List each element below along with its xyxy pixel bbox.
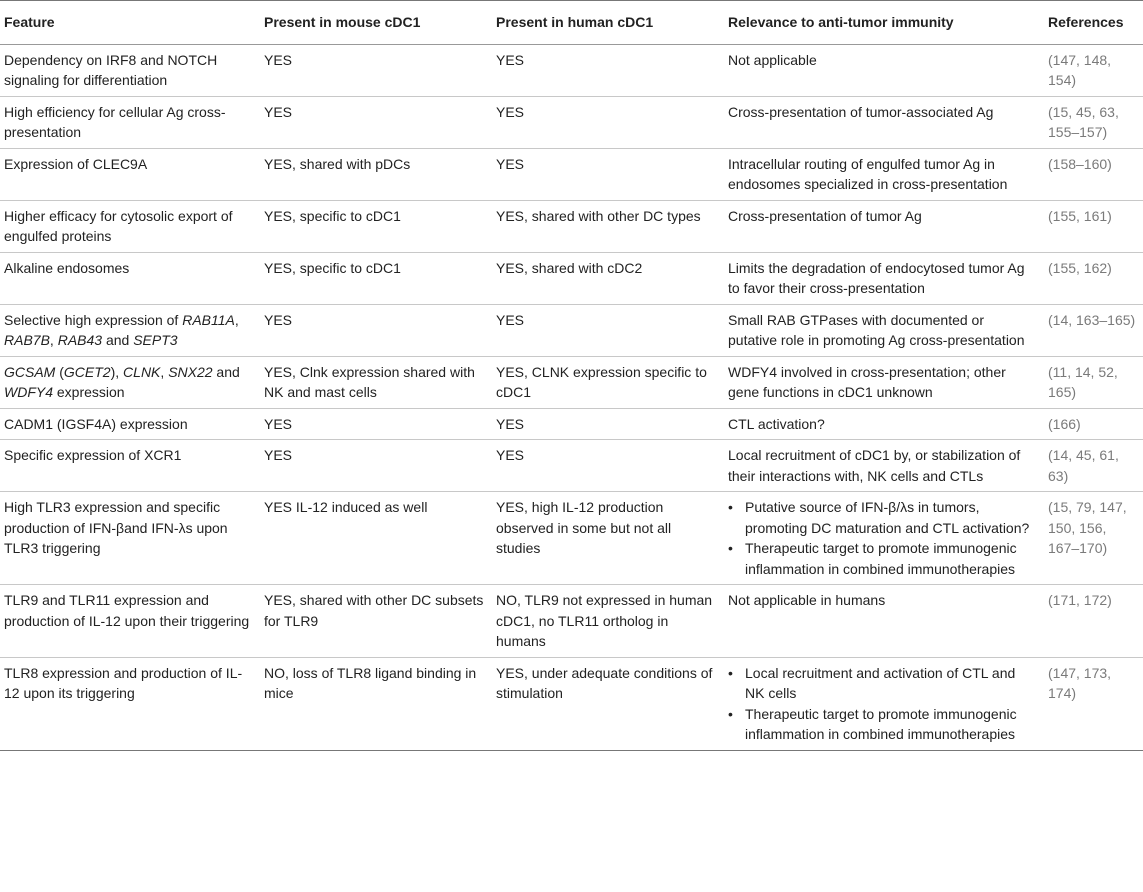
feature-text: , bbox=[234, 311, 239, 328]
feature-cell bbox=[0, 252, 258, 304]
feature-text: , bbox=[160, 363, 169, 380]
human-cdc1-cell: YES, shared with cDC2 bbox=[490, 252, 722, 304]
header-feature: Feature bbox=[0, 1, 258, 45]
feature-cell bbox=[0, 200, 258, 252]
relevance-bullet-list bbox=[728, 497, 1036, 579]
references-cell[interactable]: (147, 173, 174) bbox=[1042, 657, 1143, 750]
relevance-cell bbox=[722, 440, 1042, 492]
header-mouse-cdc1: Present in mouse cDC1 bbox=[258, 1, 490, 45]
human-cdc1-cell: YES bbox=[490, 304, 722, 356]
table-row bbox=[0, 304, 1143, 356]
table-row bbox=[0, 252, 1143, 304]
feature-text: and bbox=[102, 332, 134, 348]
mouse-cdc1-cell: YES, specific to cDC1 bbox=[258, 252, 490, 304]
relevance-text: Limits the degradation of endocytosed tumor Ag to favor their cross-presentation bbox=[728, 259, 1025, 296]
mouse-cdc1-cell: YES IL-12 induced as well bbox=[258, 492, 490, 585]
mouse-cdc1-cell: NO, loss of TLR8 ligand binding in mice bbox=[258, 657, 490, 750]
relevance-text: Cross-presentation of tumor Ag bbox=[728, 207, 922, 224]
references-cell[interactable]: (171, 172) bbox=[1042, 585, 1143, 658]
gene-name: GCSAM bbox=[4, 363, 56, 380]
human-cdc1-cell: YES, under adequate conditions of stimulation bbox=[490, 657, 722, 750]
feature-text: and bbox=[212, 363, 240, 380]
relevance-text: Not applicable bbox=[728, 51, 817, 68]
feature-cell bbox=[0, 492, 258, 585]
references-cell[interactable]: (14, 163–165) bbox=[1042, 304, 1143, 356]
human-cdc1-cell: YES bbox=[490, 408, 722, 440]
references-cell[interactable]: (155, 162) bbox=[1042, 252, 1143, 304]
feature-cell bbox=[0, 440, 258, 492]
relevance-text: Intracellular routing of engulfed tumor Ag in endosomes specialized in cross-presentation bbox=[728, 155, 1008, 192]
references-cell[interactable]: (147, 148, 154) bbox=[1042, 44, 1143, 96]
feature-cell bbox=[0, 408, 258, 440]
header-references: References bbox=[1042, 1, 1143, 45]
human-cdc1-cell: YES bbox=[490, 148, 722, 200]
feature-cell bbox=[0, 657, 258, 750]
table-row bbox=[0, 356, 1143, 408]
table-row bbox=[0, 492, 1143, 585]
relevance-bullet-item: • Therapeutic target to promote immunogenic inflammation in combined immunotherapies bbox=[728, 704, 1036, 745]
references-cell[interactable]: (158–160) bbox=[1042, 148, 1143, 200]
human-cdc1-cell: YES bbox=[490, 96, 722, 148]
feature-cell bbox=[0, 148, 258, 200]
relevance-text: Not applicable in humans bbox=[728, 592, 886, 608]
feature-text: TLR8 expression and production of IL-12 upon its triggering bbox=[4, 664, 243, 701]
feature-text: High efficiency for cellular Ag cross-presentation bbox=[4, 103, 226, 140]
feature-text: ), bbox=[110, 363, 124, 380]
relevance-bullet-item: • Therapeutic target to promote immunogenic inflammation in combined immunotherapies bbox=[728, 538, 1036, 579]
table-row bbox=[0, 44, 1143, 96]
feature-cell bbox=[0, 44, 258, 96]
table-row bbox=[0, 440, 1143, 492]
relevance-text: Cross-presentation of tumor-associated Ag bbox=[728, 103, 994, 120]
references-cell[interactable]: (166) bbox=[1042, 408, 1143, 440]
relevance-text: CTL activation? bbox=[728, 415, 825, 432]
relevance-text: Small RAB GTPases with documented or putative role in promoting Ag cross-presentation bbox=[728, 311, 1025, 348]
mouse-cdc1-cell: YES, shared with other DC subsets for TLR9 bbox=[258, 585, 490, 658]
feature-text: Alkaline endosomes bbox=[4, 259, 130, 276]
feature-cell bbox=[0, 356, 258, 408]
table-body bbox=[0, 44, 1143, 750]
human-cdc1-cell: YES bbox=[490, 440, 722, 492]
feature-text: , bbox=[49, 332, 58, 348]
relevance-cell bbox=[722, 252, 1042, 304]
relevance-cell bbox=[722, 304, 1042, 356]
gene-name: CLNK bbox=[123, 363, 161, 380]
mouse-cdc1-cell: YES, Clnk expression shared with NK and mast cells bbox=[258, 356, 490, 408]
table-row bbox=[0, 96, 1143, 148]
header-row bbox=[0, 1, 1143, 45]
references-cell[interactable]: (14, 45, 61, 63) bbox=[1042, 440, 1143, 492]
feature-text: Selective high expression of bbox=[4, 311, 183, 328]
feature-text: ( bbox=[55, 363, 64, 380]
table-row bbox=[0, 408, 1143, 440]
mouse-cdc1-cell: YES bbox=[258, 44, 490, 96]
relevance-cell bbox=[722, 585, 1042, 658]
human-cdc1-cell: YES, high IL-12 production observed in some but not all studies bbox=[490, 492, 722, 585]
feature-text: Higher efficacy for cytosolic export of engulfed proteins bbox=[4, 207, 233, 244]
relevance-cell bbox=[722, 492, 1042, 585]
relevance-bullet-item: • Putative source of IFN-β/λs in tumors, promoting DC maturation and CTL activation? bbox=[728, 497, 1036, 538]
feature-text: Dependency on IRF8 and NOTCH signaling for differentiation bbox=[4, 51, 218, 88]
mouse-cdc1-cell: YES, shared with pDCs bbox=[258, 148, 490, 200]
table-row bbox=[0, 200, 1143, 252]
table-row bbox=[0, 657, 1143, 750]
human-cdc1-cell: NO, TLR9 not expressed in human cDC1, no TLR11 ortholog in humans bbox=[490, 585, 722, 658]
header-relevance: Relevance to anti-tumor immunity bbox=[722, 1, 1042, 45]
mouse-cdc1-cell: YES, specific to cDC1 bbox=[258, 200, 490, 252]
mouse-cdc1-cell: YES bbox=[258, 440, 490, 492]
references-cell[interactable]: (11, 14, 52, 165) bbox=[1042, 356, 1143, 408]
relevance-cell bbox=[722, 148, 1042, 200]
relevance-cell bbox=[722, 356, 1042, 408]
relevance-cell bbox=[722, 96, 1042, 148]
relevance-cell bbox=[722, 657, 1042, 750]
feature-text: CADM1 (IGSF4A) expression bbox=[4, 415, 188, 432]
mouse-cdc1-cell: YES bbox=[258, 304, 490, 356]
human-cdc1-cell: YES, shared with other DC types bbox=[490, 200, 722, 252]
feature-cell bbox=[0, 96, 258, 148]
header-human-cdc1: Present in human cDC1 bbox=[490, 1, 722, 45]
feature-text: expression bbox=[53, 384, 125, 400]
references-cell[interactable]: (15, 79, 147, 150, 156, 167–170) bbox=[1042, 492, 1143, 585]
table-row bbox=[0, 585, 1143, 658]
relevance-text: WDFY4 involved in cross-presentation; other gene functions in cDC1 unknown bbox=[728, 363, 1006, 400]
relevance-cell bbox=[722, 200, 1042, 252]
gene-name: WDFY4 bbox=[4, 384, 53, 400]
gene-name: SEPT3 bbox=[133, 332, 178, 348]
mouse-cdc1-cell: YES bbox=[258, 96, 490, 148]
references-cell[interactable]: (155, 161) bbox=[1042, 200, 1143, 252]
relevance-bullet-item: • Local recruitment and activation of CTL and NK cells bbox=[728, 663, 1036, 704]
feature-text: Specific expression of XCR1 bbox=[4, 447, 182, 463]
feature-cell bbox=[0, 585, 258, 658]
gene-name: RAB7B bbox=[4, 332, 50, 348]
human-cdc1-cell: YES bbox=[490, 44, 722, 96]
feature-text: TLR9 and TLR11 expression and production of IL-12 upon their triggering bbox=[4, 592, 250, 629]
relevance-cell bbox=[722, 408, 1042, 440]
gene-name: GCET2 bbox=[63, 363, 111, 380]
gene-name: RAB11A bbox=[182, 311, 235, 328]
gene-name: SNX22 bbox=[168, 363, 213, 380]
feature-text: Expression of CLEC9A bbox=[4, 155, 148, 172]
table-row bbox=[0, 148, 1143, 200]
gene-name: RAB43 bbox=[57, 332, 103, 348]
human-cdc1-cell: YES, CLNK expression specific to cDC1 bbox=[490, 356, 722, 408]
mouse-cdc1-cell: YES bbox=[258, 408, 490, 440]
feature-cell bbox=[0, 304, 258, 356]
feature-text: High TLR3 expression and specific production of IFN-βand IFN-λs upon TLR3 triggering bbox=[4, 499, 228, 556]
relevance-cell bbox=[722, 44, 1042, 96]
references-cell[interactable]: (15, 45, 63, 155–157) bbox=[1042, 96, 1143, 148]
relevance-bullet-list bbox=[728, 663, 1036, 745]
relevance-text: Local recruitment of cDC1 by, or stabilization of their interactions with, NK cells and CTLs bbox=[728, 447, 1021, 484]
